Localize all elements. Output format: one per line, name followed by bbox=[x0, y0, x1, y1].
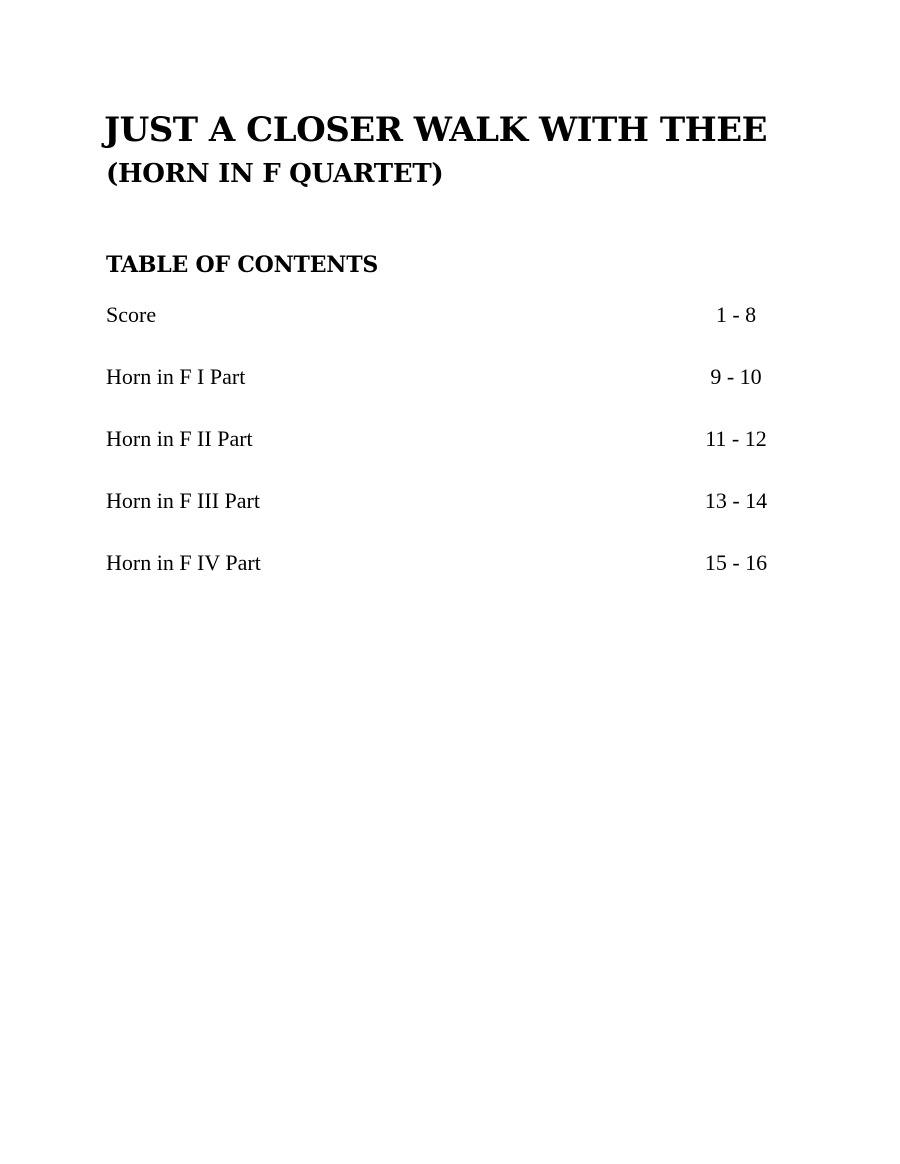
toc-entry-pages: 13 - 14 bbox=[704, 488, 768, 513]
toc-entry-label: Horn in F IV Part bbox=[106, 550, 261, 575]
toc-entry-horn-3 bbox=[106, 486, 806, 548]
table-of-contents bbox=[106, 300, 806, 610]
toc-entry-pages: 15 - 16 bbox=[704, 550, 768, 575]
toc-entry-horn-4 bbox=[106, 548, 806, 610]
toc-entry-label: Horn in F I Part bbox=[106, 364, 246, 389]
toc-entry-label: Score bbox=[106, 302, 157, 327]
toc-entry-horn-2 bbox=[106, 424, 806, 486]
document-title: JUST A CLOSER WALK WITH THEE bbox=[104, 110, 768, 150]
toc-entry-pages: 9 - 10 bbox=[710, 364, 762, 389]
toc-entry-pages: 1 - 8 bbox=[715, 302, 757, 327]
toc-heading: TABLE OF CONTENTS bbox=[106, 252, 379, 278]
toc-entry-pages: 11 - 12 bbox=[705, 426, 767, 451]
toc-entry-horn-1 bbox=[106, 362, 806, 424]
toc-entry-label: Horn in F III Part bbox=[106, 488, 260, 513]
toc-entry-score bbox=[106, 300, 806, 362]
document-subtitle: (HORN IN F QUARTET) bbox=[106, 159, 444, 189]
toc-entry-label: Horn in F II Part bbox=[106, 426, 253, 451]
